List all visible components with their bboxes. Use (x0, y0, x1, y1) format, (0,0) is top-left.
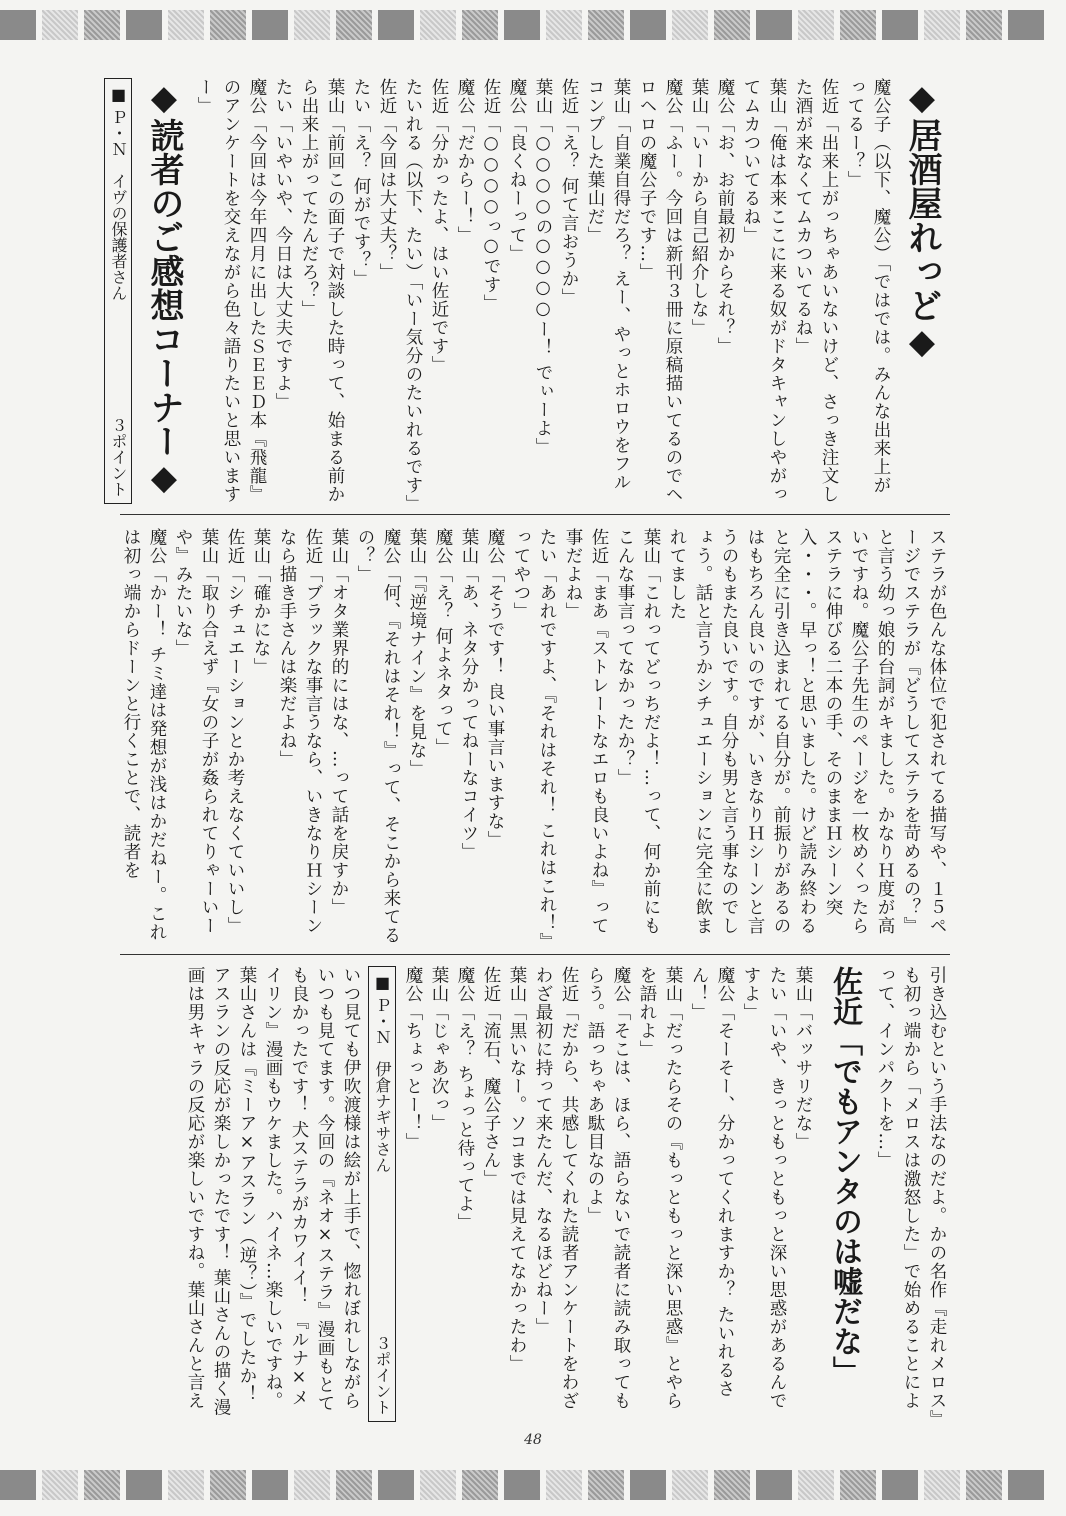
dialogue-line: 葉山「これってどっちだよ！…って、何か前にもこんな事言ってなかったか？」 (615, 528, 661, 935)
reader-comment-section (120, 528, 950, 946)
reader-comment-text: いつ見ても伊吹渡様は絵が上手で、惚れぼれしながらいつも見てます。今回の『ネオ×ステラ』漫画もとても良かったです！ 犬ステラがカワイイ！ 『ルナ×メイリン』漫画もウケました。ハイネ…楽しいですね。葉山さんは『ミーア×アスラン（逆？）』でしたか！ アスランの反応が楽しかったです！ 葉山さんの描く漫画は男キャラの反応が楽しいですね。葉山さんと言え (185, 966, 361, 1417)
dialogue-line: 葉山「オタ業界的にはな、…って話を戻すか」 (329, 528, 349, 917)
dialogue-line: 魔公「え？ ちょっと待ってよ」 (455, 966, 475, 1232)
section-divider (120, 514, 950, 515)
dialogue-line: たい「え？ 何がです？」 (351, 78, 371, 289)
dialogue-line: 佐近「分かったよ、はい佐近です」 (429, 78, 449, 374)
dialogue-line: 魔公「そうです！ 良い事言いますな」 (485, 528, 505, 850)
dialogue-line: たい「あれですよ、『それはそれ！ これはこれ！』ってやつ」 (511, 528, 557, 943)
dialogue-line: 葉山「○○○○の○○○○ー！ でぃーよ」 (533, 78, 553, 457)
bottom-border-pattern (0, 1470, 1066, 1500)
points-label: ３ポイント (109, 417, 128, 497)
reader-pen-name-box (104, 78, 132, 504)
dialogue-line: たいれる（以下、たい）「いー気分のたいれるです」 (403, 78, 423, 514)
dialogue-line: 魔公子（以下、魔公）「ではでは。みんな出来上がってるー？」 (845, 78, 891, 495)
dialogue-line: 葉山「じゃあ次っ」 (429, 966, 449, 1133)
reader-pen-name-box (368, 966, 396, 1422)
dialogue-line: 魔公「だからー！」 (455, 78, 475, 245)
dialogue-line: 魔公「そこは、ほら、語らないで読者に読み取ってもらう。語っちゃあ駄目なのよ」 (585, 966, 631, 1410)
dialogue-line: 葉山「だったらその『もっともっと深い思惑』とやらを語れよ」 (637, 966, 683, 1410)
section-heading: ◆居酒屋れっど◆ (902, 78, 942, 362)
dialogue-line: 佐近「流石、魔公子さん」 (481, 966, 501, 1188)
dialogue-line: 佐近「え？ 何て言おうか」 (559, 78, 579, 307)
subheading-quote: 佐近「でもアンタのは嘘だな」 (827, 966, 862, 1386)
points-label: ３ポイント (373, 1335, 392, 1415)
dialogue-line: 葉山「前回この面子で対談した時って、始まる前から出来上がってたんだろ？」 (299, 78, 345, 504)
dialogue-line: 魔公「そーそー、分かってくれますか？ たいれるさん！」 (689, 966, 735, 1399)
dialogue-line: 葉山「俺は本来ここに来る奴がドタキャンしやがってムカついてるね」 (741, 78, 787, 504)
continued-section (120, 966, 950, 1424)
pen-name-label: ■ Ｐ・Ｎ イヴの保護者さん (109, 85, 128, 302)
reader-comment-text: ステラが色んな体位で犯されてる描写や、１５ページでステラが『どうしてステラを苛めるの？』と言う幼っ娘的台詞がキました。かなりＨ度が高いですね。魔公子先生のページを一枚めくったらステラに伸びる二本の手、そのままＨシーン突入・・・。早っ！と思いました。けど読み終わると完全に引き込まれてる自分が。前振りがあるのはもちろん良いのですが、いきなりＨシーンと言うのもまた良いです。自分も男と言う事なのでしょう。話と言うかシチュエーションに完全に飲まれてました (667, 528, 947, 935)
izakaya-section (109, 78, 950, 514)
dialogue-line: 魔公「良くねーって」 (507, 78, 527, 263)
dialogue-line: 葉山「いーから自己紹介しな」 (689, 78, 709, 337)
dialogue-line: 葉山「あ、ネタ分かってねーなコイツ」 (459, 528, 479, 861)
dialogue-line: 佐近「シチュエーションとか考えなくていいし」 (225, 528, 245, 935)
dialogue-line: 葉山「黒いなー。ソコまでは見えてなかったわ」 (507, 966, 527, 1373)
dialogue-line: 葉山「自業自得だろ？ えー、やっとホロウをフルコンプした葉山だ」 (585, 78, 631, 492)
readers-corner-heading: ◆読者のご感想コーナー◆ (144, 78, 184, 498)
dialogue-line: たい「いや、きっともっともっと深い思惑があるんですよ」 (741, 966, 787, 1410)
dialogue-line: 魔公「お、お前最初からそれ？」 (715, 78, 735, 356)
dialogue-line: 引き込むという手法なのだよ。かの名作『走れメロス』も初っ端から「メロスは激怒した」で始めることによって、インパクトを…」 (875, 966, 947, 1420)
dialogue-line: 魔公「え？ 何よネタって」 (433, 528, 453, 757)
dialogue-line: 葉山「バッサリだな」 (793, 966, 813, 1151)
dialogue-line: 佐近「ブラックな事言うなら、いきなりＨシーンなら描き手さんは楽だよね」 (277, 528, 323, 935)
dialogue-line: 魔公「何、『それはそれ！』って、そこから来てるの？」 (355, 528, 401, 945)
dialogue-line: 葉山「取り合えず『女の子が姦られてりゃーいーや』みたいな」 (173, 528, 219, 935)
dialogue-line: たい「いやいや、今日は大丈夫ですよ」 (273, 78, 293, 411)
dialogue-line: 佐近「今回は大丈夫？」 (377, 78, 397, 282)
dialogue-line: 佐近「出来上がっちゃあいないけど、さっき注文した酒が来なくてムカついてるね」 (793, 78, 839, 504)
section-divider (120, 954, 950, 955)
pen-name-label: ■ Ｐ・Ｎ 伊倉ナギサさん (373, 973, 392, 1174)
dialogue-line: 佐近「○○○○っ○です」 (481, 78, 501, 313)
dialogue-line: 葉山「確かにな」 (251, 528, 271, 676)
top-border-pattern (0, 10, 1066, 40)
dialogue-line: 佐近「だから、共感してくれた読者アンケートをわざわざ最初に持って来たんだ、なるほどねー」 (533, 966, 579, 1410)
dialogue-line: 魔公「ふー。今回は新刊３冊に原稿描いてるのでヘロヘロの魔公子です…」 (637, 78, 683, 504)
dialogue-line: 魔公「ちょっとー！」 (403, 966, 423, 1151)
page-number: 48 (524, 1432, 542, 1448)
dialogue-line: 魔公「今回は今年四月に出したＳＥＥＤ本『飛龍』のアンケートを交えながら色々語りたいと思いますー」 (195, 78, 267, 504)
dialogue-line: 葉山「『逆境ナイン』を見な」 (407, 528, 427, 779)
dialogue-line: 佐近「まあ『ストレートなエロも良いよね』って事だよね」 (563, 528, 609, 935)
dialogue-line: 魔公「かー！ チミ達は発想が浅はかだねー。これは初っ端からドーンと行くことで、読者を (121, 528, 167, 942)
